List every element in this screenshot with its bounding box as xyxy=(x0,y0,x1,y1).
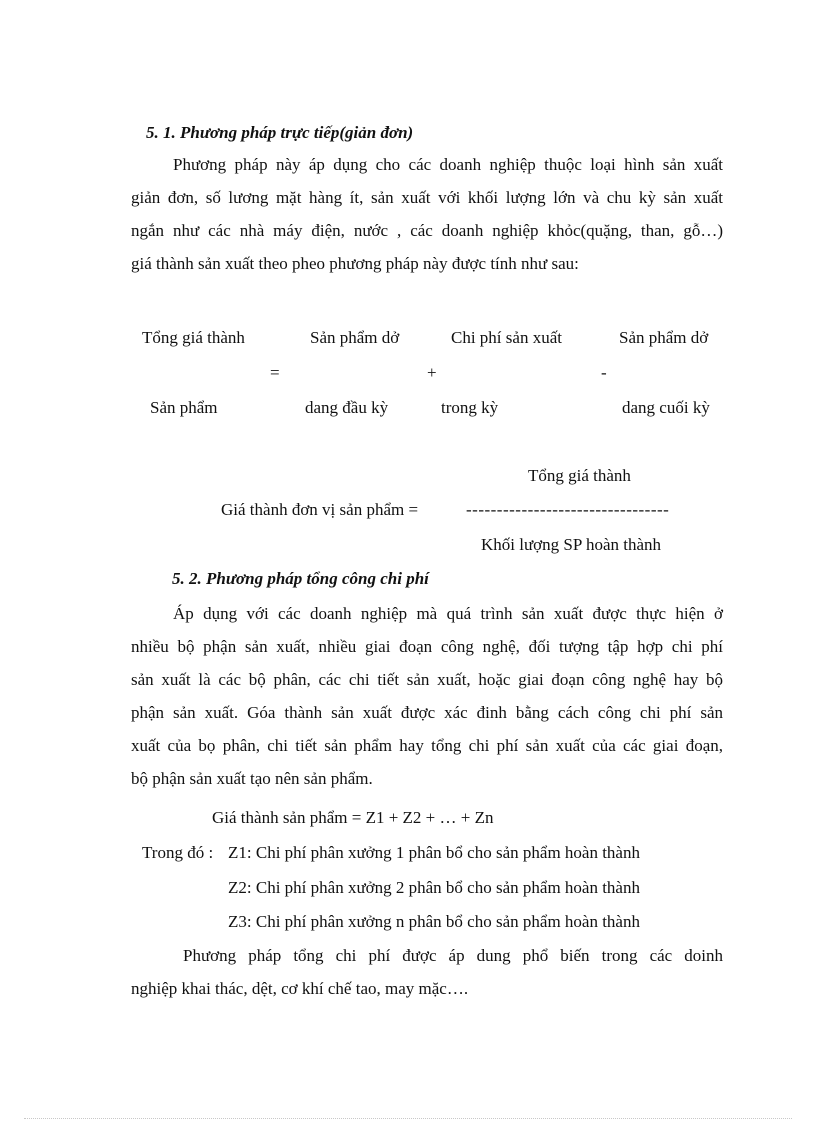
unit-cost-label: Giá thành đơn vị sản phẩm = xyxy=(221,500,419,519)
where-label: Trong đó : xyxy=(142,843,214,862)
paragraph-line: bộ phận sản xuất tạo nên sản phẩm. xyxy=(131,769,373,788)
section-2-paragraph xyxy=(131,597,723,795)
page-bottom-rule xyxy=(24,1118,792,1119)
unit-cost-denominator: Khối lượng SP hoàn thành xyxy=(481,535,662,554)
section-1-heading: 5. 1. Phương pháp trực tiếp(giản đơn) xyxy=(146,123,414,142)
formula-term-opening-wip: Sản phẩm dở xyxy=(310,328,400,347)
formula-term-production-cost-line2: trong kỳ xyxy=(441,398,499,417)
formula-plus-sign: + xyxy=(427,363,437,382)
formula-term-opening-wip-line2: dang đầu kỳ xyxy=(305,398,389,417)
where-item-z3: Z3: Chi phí phân xưởng n phân bổ cho sản phẩm hoàn thành xyxy=(228,912,640,931)
unit-cost-numerator: Tổng giá thành xyxy=(528,466,631,485)
formula-term-total-cost-line2: Sản phẩm xyxy=(150,398,218,417)
paragraph-line: Áp dụng với các doanh nghiệp mà quá trình sản xuất được thực hiện ở xyxy=(173,604,723,623)
paragraph-line: ngắn như các nhà máy điện, nước , các doanh nghiệp khỏc(quặng, than, gỗ…) xyxy=(131,221,723,240)
paragraph-line: sản xuất là các bộ phân, các chi tiết sản xuất, hoặc giai đoạn công nghệ hay bộ xyxy=(131,670,723,689)
where-item-z1: Z1: Chi phí phân xưởng 1 phân bổ cho sản phẩm hoàn thành xyxy=(228,843,640,862)
formula-term-closing-wip-line2: dang cuối kỳ xyxy=(622,398,710,417)
formula-minus-sign: - xyxy=(601,363,607,382)
paragraph-line: xuất của bọ phân, chi tiết sản phẩm hay tổng chi phí sản xuất của các giai đoạn, xyxy=(131,736,723,755)
paragraph-line: Phương pháp tổng chi phí được áp dung phổ biến trong các doinh xyxy=(183,946,723,965)
section-1-paragraph xyxy=(131,148,723,280)
paragraph-line: nhiều bộ phận sản xuất, nhiều giai đoạn công nghệ, đối tượng tập hợp chi phí xyxy=(131,637,723,656)
formula-equals-sign: = xyxy=(270,363,280,382)
formula-term-closing-wip: Sản phẩm dở xyxy=(619,328,709,347)
paragraph-line: giá thành sản xuất theo pheo phương pháp này được tính như sau: xyxy=(131,254,579,273)
where-item-z2: Z2: Chi phí phân xưởng 2 phân bổ cho sản phẩm hoàn thành xyxy=(228,878,640,897)
product-cost-formula: Giá thành sản phẩm = Z1 + Z2 + … + Zn xyxy=(212,808,494,827)
paragraph-line: phận sản xuất. Góa thành sản xuất được xác đinh bằng cách công chi phí sản xyxy=(131,703,723,722)
formula-term-production-cost: Chi phí sản xuất xyxy=(451,328,562,347)
paragraph-line: nghiệp khai thác, dệt, cơ khí chế tao, may mặc…. xyxy=(131,979,469,998)
formula-term-total-cost: Tổng giá thành xyxy=(142,328,245,347)
paragraph-line: Phương pháp này áp dụng cho các doanh nghiệp thuộc loại hình sản xuất xyxy=(173,155,723,174)
unit-cost-fraction-bar: --------------------------------- xyxy=(466,500,670,519)
closing-paragraph xyxy=(131,939,723,1005)
section-2-heading: 5. 2. Phương pháp tổng công chi phí xyxy=(172,569,429,588)
paragraph-line: giản đơn, số lương mặt hàng ít, sản xuất với khối lượng lớn và chu kỳ sản xuất xyxy=(131,188,723,207)
